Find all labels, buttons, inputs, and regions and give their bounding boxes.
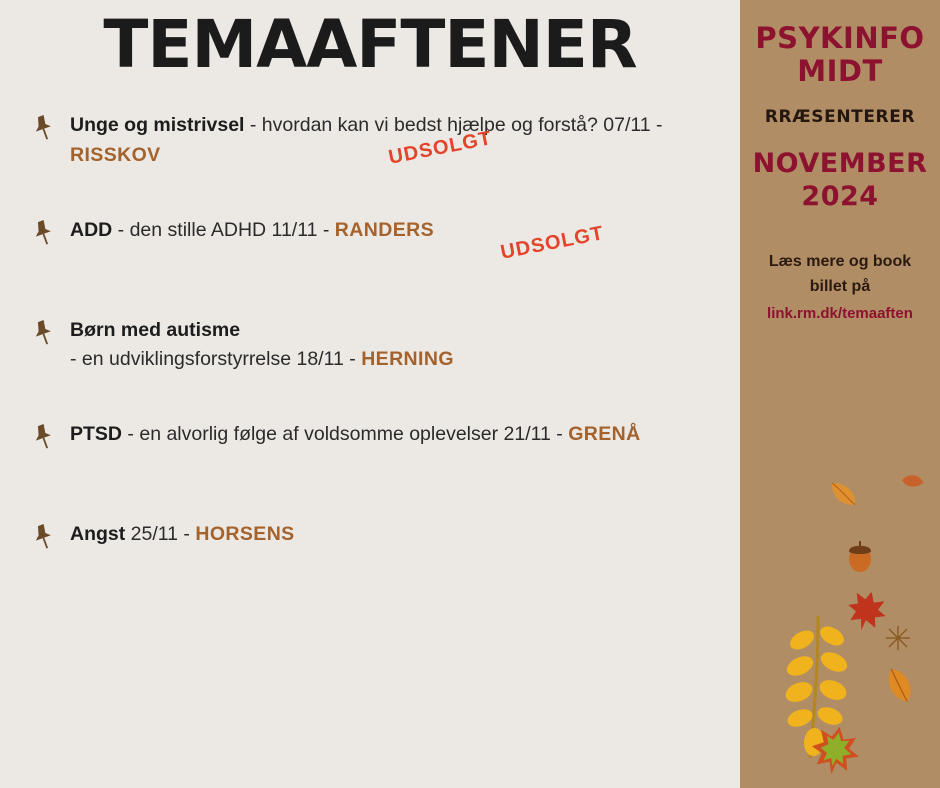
booking-text: Læs mere og book billet på — [768, 253, 912, 295]
status-badge: UDSOLGT — [498, 222, 606, 264]
event-location: GRENÅ — [568, 423, 641, 446]
event-location: HORSENS — [195, 523, 295, 546]
brand-name — [740, 22, 940, 89]
event-description: - en alvorlig følge af voldsomme oplevelser 21/11 - — [122, 423, 569, 446]
year-label: 2024 — [801, 181, 879, 213]
event-description: - den stille ADHD 11/11 - — [112, 218, 335, 241]
booking-link[interactable]: link.rm.dk/temaaften — [767, 304, 913, 322]
autumn-leaves-decoration — [740, 458, 940, 788]
page-title: TEMAAFTENER — [103, 6, 637, 83]
booking-info — [740, 250, 940, 325]
event-text — [70, 316, 710, 375]
event-text — [70, 216, 710, 245]
event-text — [70, 420, 710, 449]
pushpin-icon — [28, 113, 58, 143]
event-text — [70, 520, 710, 549]
list-item — [0, 111, 740, 170]
pushpin-icon — [28, 218, 58, 248]
pushpin-icon — [28, 522, 58, 552]
event-location: HERNING — [361, 348, 454, 371]
event-list — [0, 79, 740, 574]
brand-line-1: PSYKINFO — [755, 21, 925, 55]
event-title: Børn med autisme — [70, 318, 241, 341]
list-item — [0, 216, 740, 270]
list-item — [0, 420, 740, 474]
month-year — [740, 147, 940, 215]
event-title: PTSD — [70, 423, 123, 446]
pushpin-icon — [28, 422, 58, 452]
list-item — [0, 520, 740, 574]
status-badge: UDSOLGT — [386, 127, 494, 170]
event-description: - hvordan kan vi bedst hjælpe og forstå? 07/11 - — [244, 114, 663, 137]
poster-sidebar — [740, 0, 940, 788]
event-description: 25/11 - — [125, 523, 196, 546]
event-location: RISSKOV — [70, 143, 161, 166]
event-description: - en udviklingsforstyrrelse 18/11 - — [70, 348, 362, 371]
event-title: ADD — [70, 218, 113, 241]
brand-line-2: MIDT — [797, 54, 883, 89]
event-location: RANDERS — [334, 218, 435, 241]
event-title: Angst — [70, 523, 126, 546]
event-title: Unge og mistrivsel — [70, 114, 245, 137]
list-item — [0, 316, 740, 375]
presents-label: RRÆSENTERER — [764, 106, 916, 127]
month-label: NOVEMBER — [752, 147, 928, 179]
pushpin-icon — [28, 318, 58, 348]
